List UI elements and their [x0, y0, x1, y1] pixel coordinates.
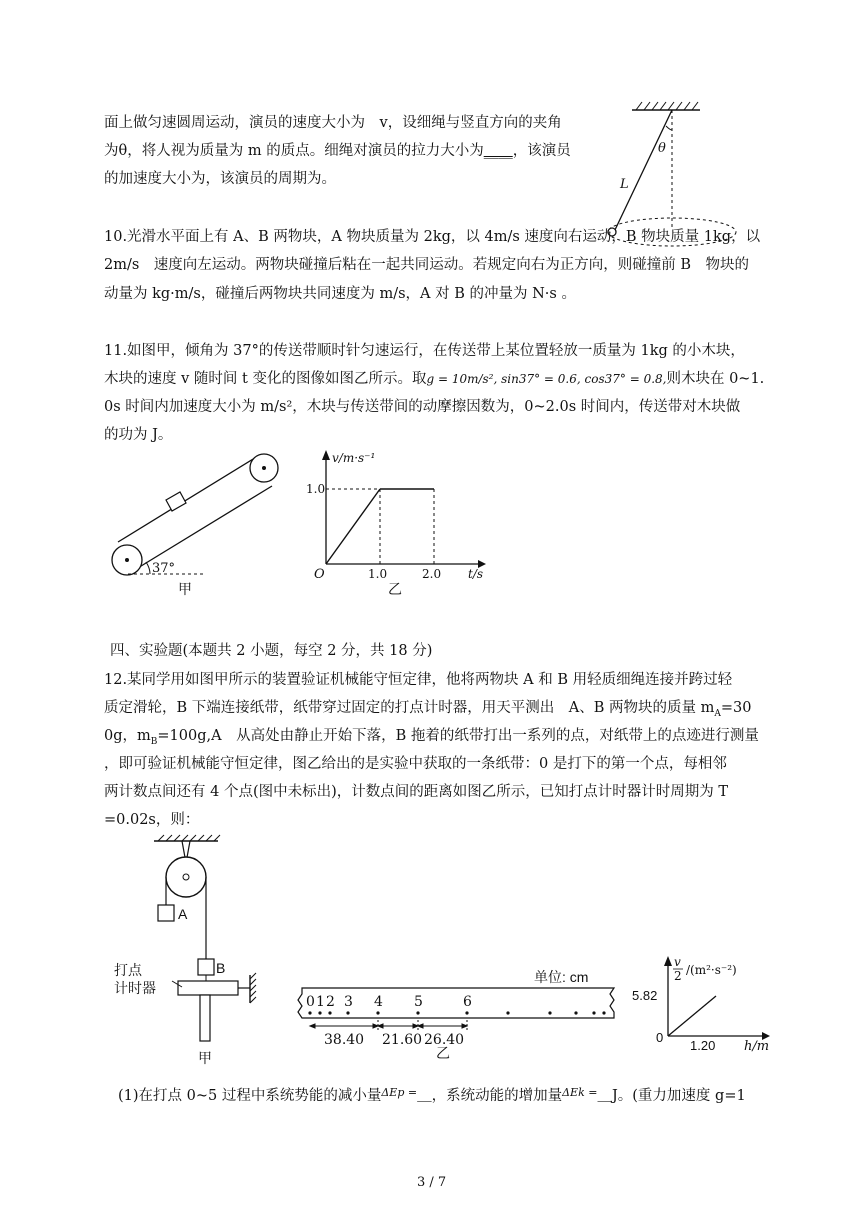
q12-line2-end: =30	[720, 700, 752, 716]
q11-conveyor-figure	[108, 448, 298, 598]
q12-line5: 两计数点间还有 4 个点(图中未标出)，计数点间的距离如图乙所示，已知打点计时器计时周期为 T	[104, 784, 729, 800]
q10-line3: 动量为 kg·m/s，碰撞后两物块共同速度为 m/s，A 对 B 的冲量为 N·s 。	[104, 286, 576, 302]
q12-line6: =0.02s，则：	[104, 812, 200, 828]
q12-sub1-f2: ΔEk =	[562, 1086, 598, 1099]
pt-6: 6	[463, 994, 472, 1010]
q9-blank: ____	[483, 143, 513, 159]
label-B: B	[216, 960, 226, 976]
q11-line3: 0s 时间内加速度大小为 m/s²，木块与传送带间的动摩擦因数为，0~2.0s 时间内，传送带对木块做	[104, 399, 741, 415]
q10-line1: 10.光滑水平面上有 A、B 两物块，A 物块质量为 2kg，以 4m/s 速度向右运动，B 物块质量 1kg，以	[104, 229, 761, 245]
label-A: A	[178, 906, 188, 922]
q11-formula: g = 10m/s², sin37° = 0.6, cos37° = 0.8,	[426, 372, 667, 386]
q12-sub1	[118, 1087, 746, 1104]
q11-line1: 11.如图甲，倾角为 37°的传送带顺时针匀速运行，在传送带上某位置轻放一质量为 1kg 的小木块，	[104, 343, 745, 359]
q9-line1: 面上做匀速圆周运动，演员的速度大小为 v，设细绳与竖直方向的夹角	[104, 115, 562, 131]
origin-label: O	[314, 567, 325, 582]
q9-line2-b: ，该演员	[512, 143, 571, 159]
q12-line3-a: 0g，m	[104, 728, 151, 744]
q12-v2-h-graph	[632, 952, 772, 1052]
q12-sub1-a: (1)在打点 0~5 过程中系统势能的减小量	[118, 1088, 382, 1104]
angle-label: 37°	[152, 561, 176, 576]
q12-line3-b: =100g,A 从高处由静止开始下落，B 拖着的纸带打出一系列的点，对纸带上的点迹进行测量	[157, 728, 759, 744]
x-axis-label: t/s	[468, 567, 484, 581]
pt-5: 5	[414, 994, 423, 1010]
q11-line2	[104, 372, 764, 387]
fig-jia12-caption: 甲	[198, 1051, 212, 1067]
pt-3: 3	[344, 994, 353, 1010]
x-tick-2: 2.0	[422, 567, 442, 581]
q12-sub1-c: ＿J。(重力加速度 g=1	[597, 1088, 746, 1104]
q9-line2	[104, 144, 571, 159]
x-tick-1: 1.0	[368, 567, 388, 581]
L-label: L	[620, 177, 629, 192]
q11-line2-b: 则木块在 0~1.	[666, 371, 765, 387]
v2-x-tick: 1.20	[690, 1038, 716, 1053]
page-number: 3 / 7	[417, 1175, 447, 1190]
q9-line3: 的加速度大小为，该演员的周期为。	[104, 171, 336, 187]
y-axis-label: v/m·s⁻¹	[332, 451, 376, 465]
fig-jia-caption: 甲	[178, 582, 192, 598]
pt-4: 4	[374, 994, 383, 1010]
q12-line4: ，即可验证机械能守恒定律，图乙给出的是实验中获取的一条纸带：0 是打下的第一个点，每相邻	[104, 756, 727, 772]
y-unit: /(m²·s⁻²)	[686, 963, 737, 977]
timer-label-2: 计时器	[114, 980, 156, 996]
fig-yi-caption: 乙	[388, 582, 402, 598]
v2-x-label: h/m	[744, 1039, 770, 1054]
q11-line2-a: 木块的速度 v 随时间 t 变化的图像如图乙所示。取	[104, 371, 427, 387]
q12-paper-tape	[296, 960, 626, 1060]
pt-0: 0	[306, 994, 315, 1010]
y-den: 2	[674, 969, 682, 983]
pt-2: 2	[326, 994, 335, 1010]
q11-vt-graph	[308, 448, 498, 598]
q12-apparatus-figure	[110, 835, 270, 1070]
q12-sub1-f1: ΔEp =	[381, 1086, 418, 1099]
q10-line2: 2m/s 速度向左运动。两物块碰撞后粘在一起共同运动。若规定向右为正方向，则碰撞前 B 物块的	[104, 257, 750, 273]
v2-y-tick: 5.82	[632, 988, 658, 1003]
dist-2: 21.60	[382, 1032, 423, 1048]
dist-1: 38.40	[324, 1032, 365, 1048]
section4-heading: 四、实验题(本题共 2 小题，每空 2 分，共 18 分)	[110, 643, 433, 659]
q9-line2-a: 为θ，将人视为质量为 m 的质点。细绳对演员的拉力大小为	[104, 143, 484, 159]
tape-unit: 单位: cm	[534, 969, 589, 985]
y-tick: 1.0	[306, 482, 326, 496]
mB-sub: B	[150, 736, 158, 747]
theta-label: θ	[658, 141, 666, 156]
mA-sub: A	[714, 708, 721, 719]
v2-origin: 0	[656, 1030, 664, 1045]
q12-line1: 12.某同学用如图甲所示的装置验证机械能守恒定律，他将两物块 A 和 B 用轻质细绳连接并跨过轻	[104, 672, 733, 688]
timer-label-1: 打点	[114, 962, 142, 978]
pt-1: 1	[316, 994, 325, 1010]
q12-line2-text: 质定滑轮，B 下端连接纸带，纸带穿过固定的打点计时器，用天平测出 A、B 两物块的质量 m	[104, 700, 715, 716]
q12-line2	[104, 701, 751, 719]
dist-3: 26.40	[424, 1032, 465, 1048]
fig-yi12-caption: 乙	[436, 1046, 450, 1062]
q12-line3	[104, 729, 759, 747]
q12-sub1-b: ＿，系统动能的增加量	[417, 1088, 563, 1104]
y-num: v	[674, 955, 681, 969]
q11-line4: 的功为 J。	[104, 427, 173, 443]
